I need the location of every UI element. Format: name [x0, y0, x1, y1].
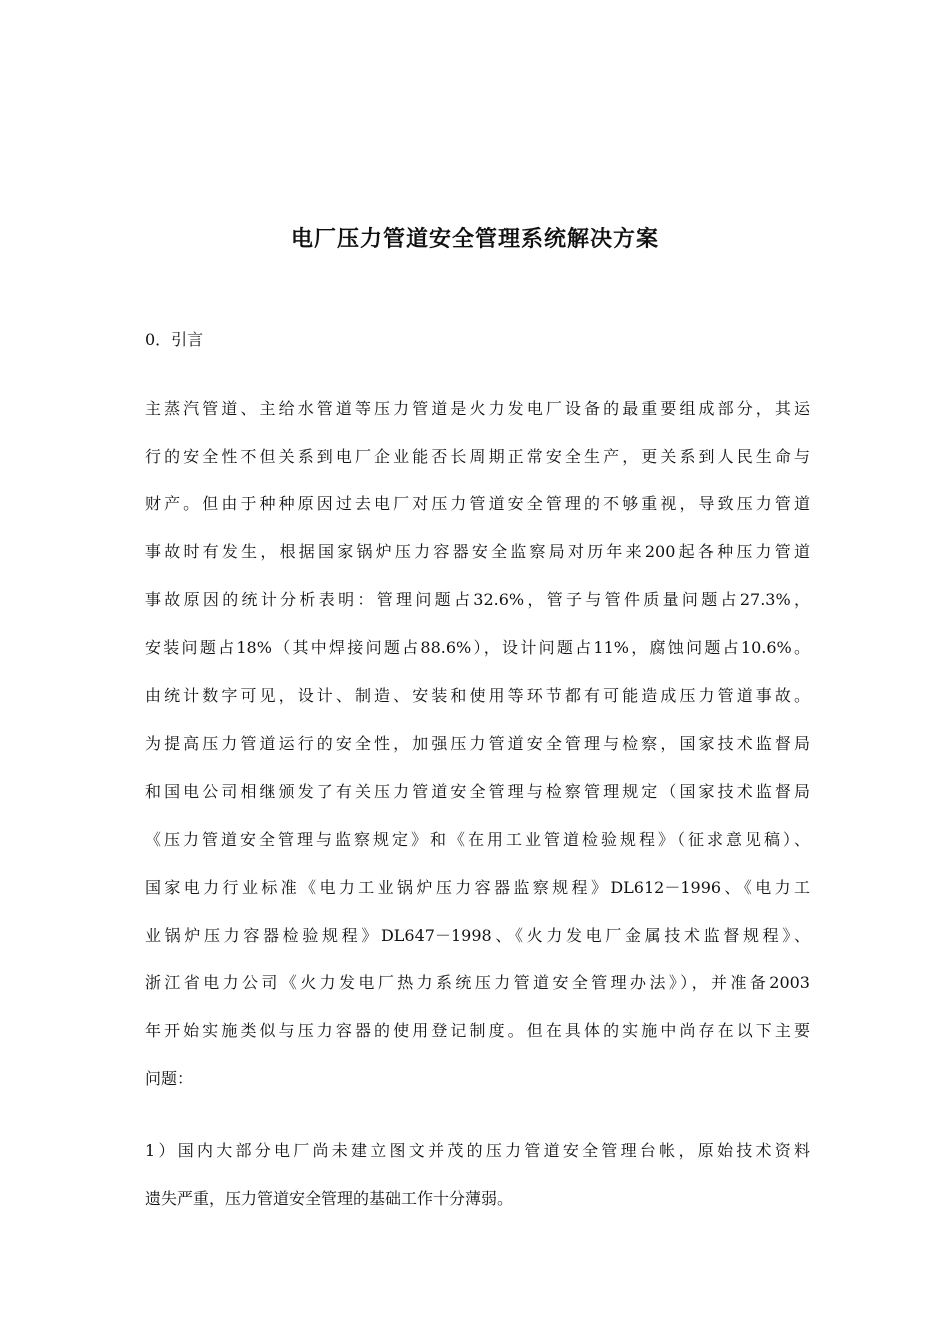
paragraph-line: 国家电力行业标准《电力工业锅炉压力容器监察规程》DL612－1996、《电力工: [145, 878, 810, 897]
paragraph-line: 《压力管道安全管理与监察规定》和《在用工业管道检验规程》（征求意见稿）、: [145, 830, 810, 849]
paragraph-line: 问题：: [145, 1069, 194, 1088]
paragraph-line: 行的安全性不但关系到电厂企业能否长周期正常安全生产，更关系到人民生命与: [145, 447, 810, 466]
paragraph-line: 主蒸汽管道、主给水管道等压力管道是火力发电厂设备的最重要组成部分，其运: [145, 399, 810, 418]
paragraph-line: 年开始实施类似与压力容器的使用登记制度。但在具体的实施中尚存在以下主要: [145, 1021, 810, 1040]
paragraph-line: 由统计数字可见，设计、制造、安装和使用等环节都有可能造成压力管道事故。: [145, 686, 810, 705]
document-title: 电厂压力管道安全管理系统解决方案: [290, 226, 659, 252]
list-item-line: 1）国内大部分电厂尚未建立图文并茂的压力管道安全管理台帐，原始技术资料: [145, 1141, 810, 1160]
paragraph-line: 事故原因的统计分析表明：管理问题占32.6%，管子与管件质量问题占27.3%，: [145, 590, 810, 609]
paragraph-line: 为提高压力管道运行的安全性，加强压力管道安全管理与检察，国家技术监督局: [145, 734, 810, 753]
paragraph-line: 浙江省电力公司《火力发电厂热力系统压力管道安全管理办法》），并准备2003: [145, 973, 810, 992]
paragraph-line: 和国电公司相继颁发了有关压力管道安全管理与检察管理规定（国家技术监督局: [145, 782, 810, 801]
paragraph-line: 安装问题占18%（其中焊接问题占88.6%），设计问题占11%，腐蚀问题占10.6%。: [145, 638, 810, 657]
list-item-line: 遗失严重，压力管道安全管理的基础工作十分薄弱。: [145, 1189, 514, 1208]
paragraph-line: 事故时有发生，根据国家锅炉压力容器安全监察局对历年来200起各种压力管道: [145, 542, 810, 561]
paragraph-line: 业锅炉压力容器检验规程》DL647－1998、《火力发电厂金属技术监督规程》、: [145, 926, 810, 945]
section-heading-introduction: 0．引言: [145, 330, 204, 349]
paragraph-line: 财产。但由于种种原因过去电厂对压力管道安全管理的不够重视，导致压力管道: [145, 494, 810, 513]
